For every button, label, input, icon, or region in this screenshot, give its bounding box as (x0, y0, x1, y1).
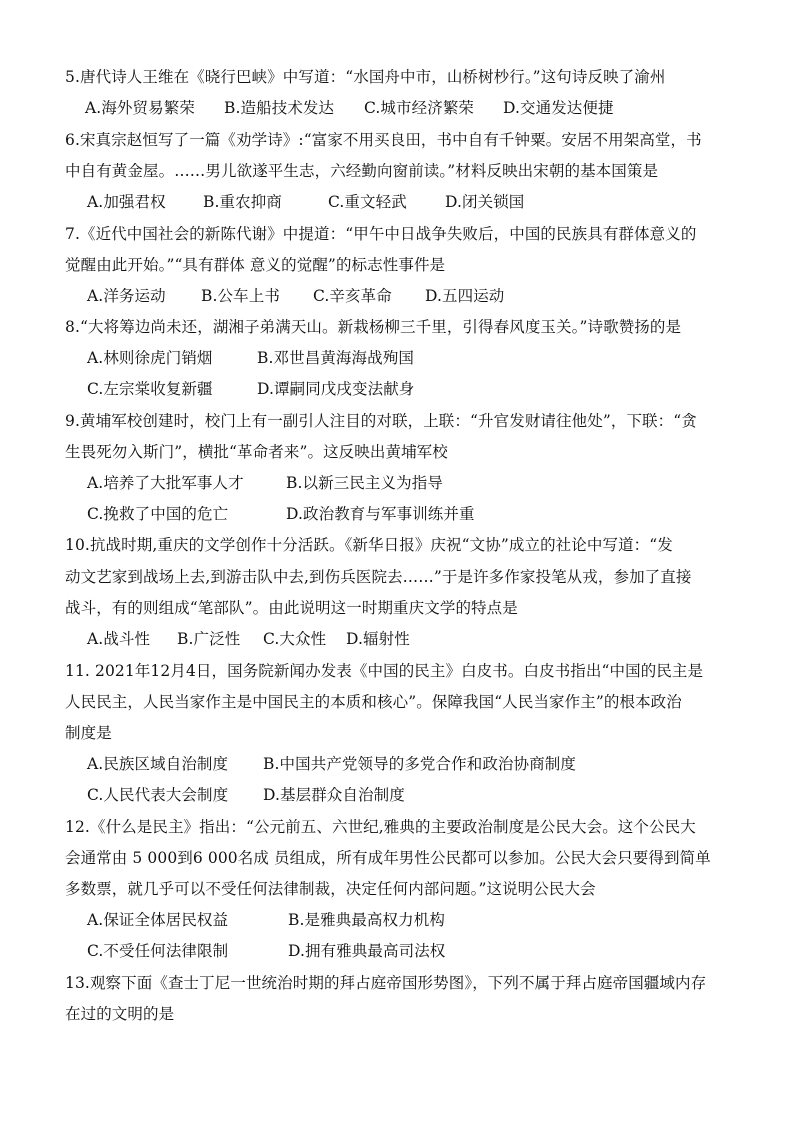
q7-option-b[interactable]: B.公车上书 (201, 287, 280, 305)
q11-option-b[interactable]: B.中国共产党领导的多党合作和政治协商制度 (263, 755, 576, 773)
q6-option-b[interactable]: B.重农抑商 (203, 193, 282, 211)
q13-stem-line-2: 在过的文明的是 (65, 1005, 175, 1023)
q6-option-c[interactable]: C.重文轻武 (328, 193, 407, 211)
q10-option-a[interactable]: A.战斗性 (87, 630, 151, 648)
q12-option-b[interactable]: B.是雅典最高权力机构 (288, 911, 445, 929)
q7-option-a[interactable]: A.洋务运动 (87, 287, 166, 305)
q5-option-b[interactable]: B.造船技术发达 (224, 99, 335, 117)
q6-option-d[interactable]: D.闭关锁国 (445, 193, 525, 211)
q10-stem-line-3: 战斗，有的则组成“笔部队”。由此说明这一时期重庆文学的特点是 (65, 599, 518, 617)
q12-stem-line-1: 12.《什么是民主》指出：“公元前五、六世纪,雅典的主要政治制度是公民大会。这个公民大 (65, 818, 696, 836)
q11-stem-line-3: 制度是 (65, 724, 112, 742)
q10-option-b[interactable]: B.广泛性 (177, 630, 241, 648)
q5-option-d[interactable]: D.交通发达便捷 (503, 99, 614, 117)
q5-stem-line-1: 5.唐代诗人王维在《晓行巴峡》中写道：“水国舟中市，山桥树杪行。”这句诗反映了渝州 (65, 68, 666, 86)
q9-option-b[interactable]: B.以新三民主义为指导 (286, 474, 443, 492)
q9-option-d[interactable]: D.政治教育与军事训练并重 (286, 505, 475, 523)
q6-stem-line-2: 中自有黄金屋。……男儿欲遂平生志，六经勤向窗前读。”材料反映出宋朝的基本国策是 (65, 162, 659, 180)
q10-option-c[interactable]: C.大众性 (263, 630, 327, 648)
q13-stem-line-1: 13.观察下面《查士丁尼一世统治时期的拜占庭帝国形势图》，下列不属于拜占庭帝国疆域内存 (65, 974, 707, 992)
q9-option-c[interactable]: C.挽救了中国的危亡 (87, 505, 229, 523)
q10-option-d[interactable]: D.辐射性 (346, 630, 410, 648)
q8-option-c[interactable]: C.左宗棠收复新疆 (87, 380, 213, 398)
q12-stem-line-2: 会通常由 5 000到6 000名成 员组成，所有成年男性公民都可以参加。公民大会只要得到简单 (65, 849, 711, 867)
q11-option-d[interactable]: D.基层群众自治制度 (263, 786, 405, 804)
q6-option-a[interactable]: A.加强君权 (87, 193, 166, 211)
q11-option-c[interactable]: C.人民代表大会制度 (87, 786, 229, 804)
q5-option-a[interactable]: A.海外贸易繁荣 (85, 99, 195, 117)
q9-option-a[interactable]: A.培养了大批军事人才 (87, 474, 244, 492)
q12-option-c[interactable]: C.不受任何法律限制 (87, 942, 229, 960)
q9-stem-line-1: 9.黄埔军校创建时，校门上有一副引人注目的对联，上联：“升官发财请往他处”，下联：“贪 (65, 412, 697, 430)
q7-option-d[interactable]: D.五四运动 (425, 287, 505, 305)
q10-stem-line-2: 动文艺家到战场上去,到游击队中去,到伤兵医院去……”于是许多作家投笔从戎，参加了直接 (65, 568, 692, 586)
q7-stem-line-2: 觉醒由此开始。”“具有群体 意义的觉醒”的标志性事件是 (65, 256, 446, 274)
q7-option-c[interactable]: C.辛亥革命 (313, 287, 392, 305)
q11-stem-line-1: 11. 2021年12月4日，国务院新闻办发表《中国的民主》白皮书。白皮书指出“中国的民主是 (65, 662, 704, 680)
q12-option-a[interactable]: A.保证全体居民权益 (87, 911, 229, 929)
q11-option-a[interactable]: A.民族区域自治制度 (87, 755, 229, 773)
q8-option-a[interactable]: A.林则徐虎门销烟 (87, 349, 213, 367)
q10-stem-line-1: 10.抗战时期,重庆的文学创作十分活跃。《新华日报》庆祝“文协”成立的社论中写道：“发 (65, 536, 673, 554)
q9-stem-line-2: 生畏死勿入斯门”，横批“革命者来”。这反映出黄埔军校 (65, 443, 448, 461)
q8-stem-line-1: 8.“大将筹边尚未还，湖湘子弟满天山。新栽杨柳三千里，引得春风度玉关。”诗歌赞扬的是 (65, 318, 682, 336)
q8-option-d[interactable]: D.谭嗣同戊戌变法献身 (257, 380, 415, 398)
q8-option-b[interactable]: B.邓世昌黄海海战殉国 (257, 349, 414, 367)
q5-option-c[interactable]: C.城市经济繁荣 (364, 99, 475, 117)
q12-option-d[interactable]: D.拥有雅典最高司法权 (288, 942, 446, 960)
q12-stem-line-3: 多数票，就几乎可以不受任何法律制裁，决定任何内部问题。”这说明公民大会 (65, 880, 596, 898)
q7-stem-line-1: 7.《近代中国社会的新陈代谢》中提道：“甲午中日战争失败后，中国的民族具有群体意义的 (65, 225, 697, 243)
q11-stem-line-2: 人民民主，人民当家作主是中国民主的本质和核心”。保障我国“人民当家作主”的根本政治 (65, 693, 682, 711)
q6-stem-line-1: 6.宋真宗赵恒写了一篇《劝学诗》:“富家不用买良田，书中自有千钟粟。安居不用架高堂，书 (65, 131, 702, 149)
